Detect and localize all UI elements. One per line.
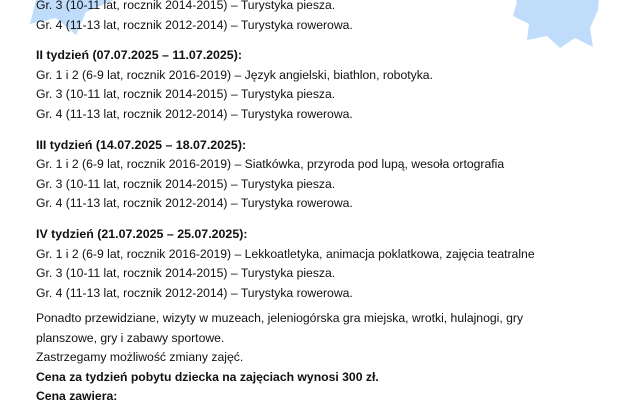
price-line: Cena za tydzień pobytu dziecka na zajęciach wynosi 300 zł.: [36, 369, 379, 384]
text-line: Gr. 3 (10-11 lat, rocznik 2014-2015) – Turystyka piesza.: [36, 266, 336, 281]
text-line: Gr. 4 (11-13 lat, rocznik 2012-2014) – Turystyka rowerowa.: [36, 285, 353, 300]
week-heading: IV tydzień (21.07.2025 – 25.07.2025):: [36, 226, 248, 241]
week-3-section: [36, 136, 626, 214]
text-line: Gr. 1 i 2 (6-9 lat, rocznik 2016-2019) – Siatkówka, przyroda pod lupą, wesoła ortografia: [36, 157, 505, 172]
text-line: Gr. 3 (10-11 lat, rocznik 2014-2015) – Turystyka piesza.: [36, 0, 336, 12]
changes-notice: Zastrzegamy możliwość zmiany zajęć.: [36, 349, 244, 364]
text-line: Gr. 1 i 2 (6-9 lat, rocznik 2016-2019) – Lekkoatletyka, animacja poklatkowa, zajęcia teatralne: [36, 246, 535, 261]
cut-off-line: Cena zawiera:: [36, 389, 118, 404]
extra-activities-paragraph: Ponadto przewidziane, wizyty w muzeach, jeleniogórska gra miejska, wrotki, hulajnogi, gry planszowe, gry i zabawy sportowe.: [36, 311, 524, 345]
text-line: Gr. 4 (11-13 lat, rocznik 2012-2014) – Turystyka rowerowa.: [36, 196, 353, 211]
top-lines: [36, 0, 626, 35]
week-4-section: [36, 225, 626, 303]
text-line: Gr. 1 i 2 (6-9 lat, rocznik 2016-2019) – Język angielski, biathlon, robotyka.: [36, 67, 433, 82]
document-body: [36, 0, 626, 404]
week-2-section: [36, 46, 626, 124]
week-heading: II tydzień (07.07.2025 – 11.07.2025):: [36, 48, 242, 63]
text-line: Gr. 3 (10-11 lat, rocznik 2014-2015) – Turystyka piesza.: [36, 87, 336, 102]
text-line: Gr. 3 (10-11 lat, rocznik 2014-2015) – Turystyka piesza.: [36, 176, 336, 191]
week-heading: III tydzień (14.07.2025 – 18.07.2025):: [36, 137, 247, 152]
text-line: Gr. 4 (11-13 lat, rocznik 2012-2014) – Turystyka rowerowa.: [36, 106, 353, 121]
text-line: Gr. 4 (11-13 lat, rocznik 2012-2014) – Turystyka rowerowa.: [36, 17, 353, 32]
